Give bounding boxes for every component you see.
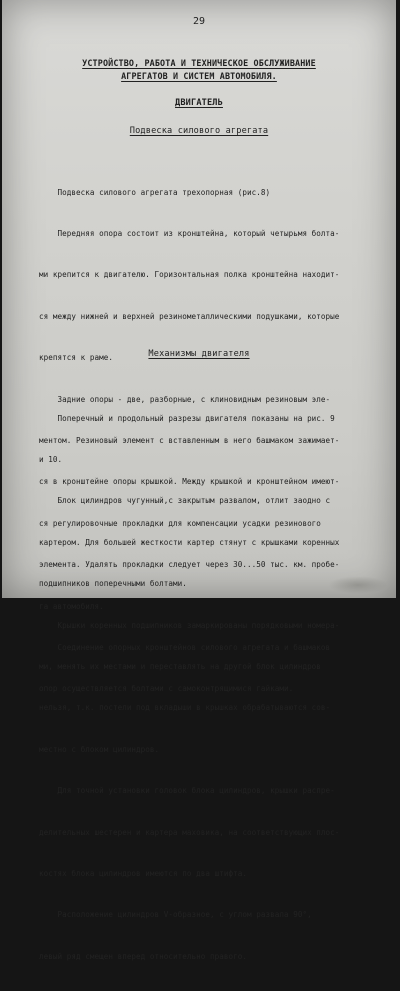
document-page — [2, 0, 396, 961]
text-block-mechanisms — [39, 384, 369, 991]
text-line: и 10. — [39, 454, 63, 464]
text-line: Задние опоры - две, разборные, с клиновидным резиновым эле- — [39, 394, 331, 404]
text-line: подшипников поперечными болтами. — [39, 579, 187, 589]
text-line: делительных шестерен и картера маховика, на соответствующих плос- — [39, 827, 340, 837]
text-line: ся регулировочные прокладки для компенсации усадки резинового — [39, 518, 321, 528]
subsection-heading-mechanisms: Механизмы двигателя — [148, 349, 250, 359]
subsection-heading-suspension: Подвеска силового агрегата — [129, 126, 269, 136]
text-line: ми крепится к двигателю. Горизонтальная полка кронштейна находит- — [39, 270, 340, 280]
text-line: га автомобиля. — [39, 601, 104, 611]
text-line: местно с блоком цилиндров. — [39, 744, 160, 754]
text-line: Для точной установки головок блока цилиндров, крышки распре- — [39, 786, 335, 796]
text-line: нельзя, т.к. постели под вкладыши в крышках обрабатываются сов- — [39, 703, 331, 713]
section-heading: ДВИГАТЕЛЬ — [175, 98, 223, 108]
paper-stain — [328, 576, 388, 594]
text-line: Крышки коренных подшипников замаркированы порядковыми номера- — [39, 620, 340, 630]
page-number: 29 — [192, 16, 206, 27]
text-line: крепятся к раме. — [39, 353, 113, 363]
text-line: ми, менять их местами и переставлять на другой блок цилиндров — [39, 661, 321, 671]
document-title-line-2: АГРЕГАТОВ И СИСТЕМ АВТОМОБИЛЯ. — [121, 71, 277, 81]
text-line: элемента. Удалять прокладки следует через 30...50 тыс. км. пробе- — [39, 560, 340, 570]
text-line: костях блока цилиндров имеются по два штифта. — [39, 868, 247, 878]
text-line: ся между нижней и верхней резинометаллическими подушками, которые — [39, 311, 340, 321]
text-line: опор осуществляется болтами с самоконтрящимися гайками. — [39, 684, 294, 694]
text-line: Подвеска силового агрегата трехопорная (рис.8) — [39, 187, 271, 197]
text-line: картером. Для большей жесткости картер стянут с крышками коренных — [39, 537, 340, 547]
text-line: Блок цилиндров чугунный,с закрытым развалом, отлит заодно с — [39, 496, 331, 506]
text-line: Поперечный и продольный разрезы двигателя показаны на рис. 9 — [39, 413, 335, 423]
text-line: ментом. Резиновый элемент с вставленным в него башмаком зажимает- — [39, 435, 340, 445]
text-line: Соединение опорных кронштейнов силового агрегата и башмаков — [39, 642, 331, 652]
text-line: левый ряд смещен вперед относительно правого. — [39, 951, 247, 961]
document-title-line-1: УСТРОЙСТВО, РАБОТА И ТЕХНИЧЕСКОЕ ОБСЛУЖИВАНИЕ — [82, 58, 316, 68]
text-line: Расположение цилиндров V-образное, с углом развала 90°, — [39, 910, 312, 920]
text-line: Передняя опора состоит из кронштейна, который четырьмя болта- — [39, 228, 340, 238]
text-line: ся в кронштейне опоры крышкой. Между крышкой и кронштейном имеют- — [39, 477, 340, 487]
